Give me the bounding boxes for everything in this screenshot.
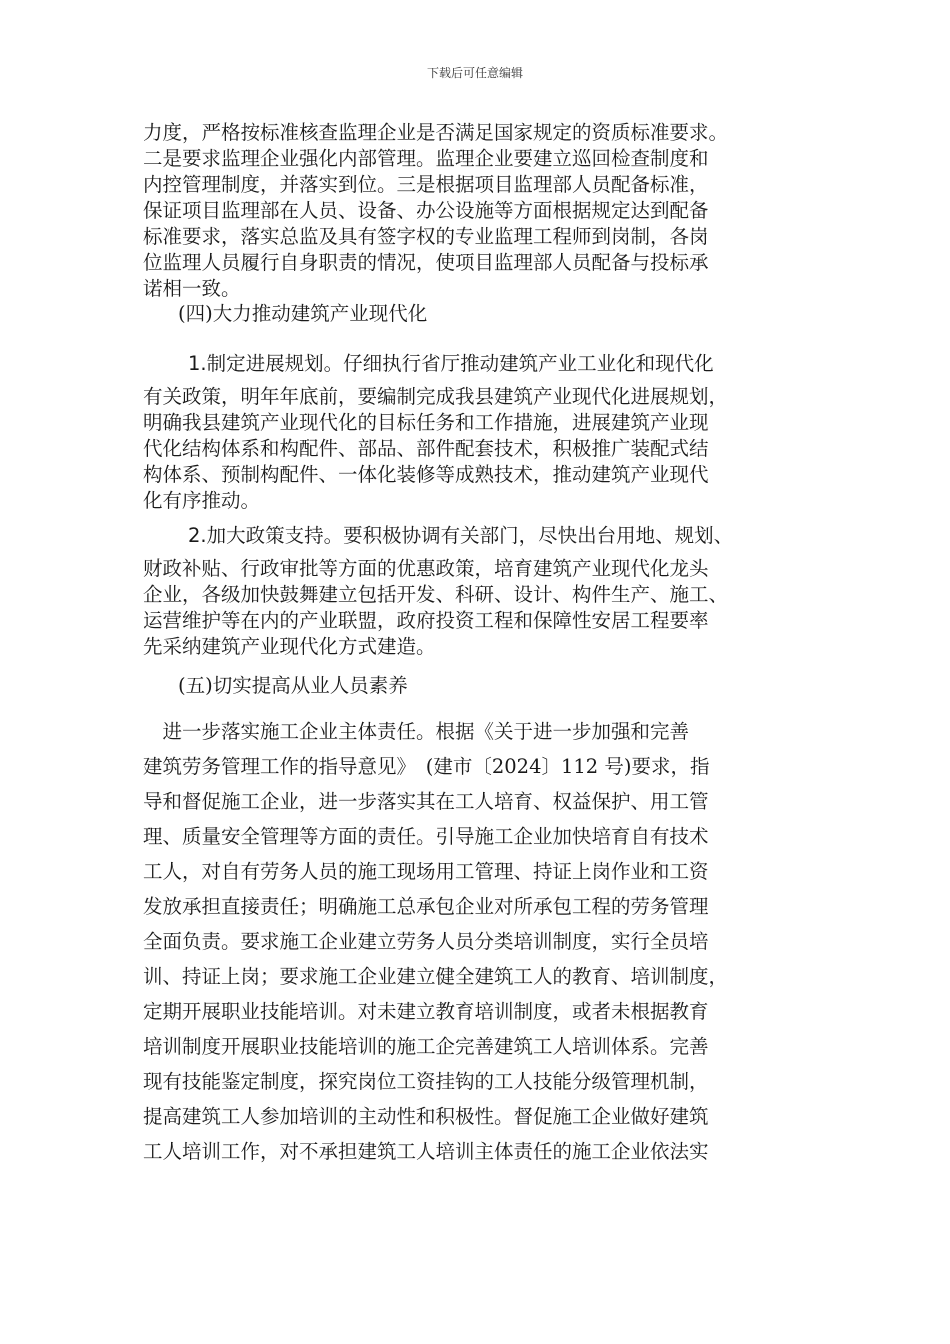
text-line: 提高建筑工人参加培训的主动性和积极性。督促施工企业做好建筑 bbox=[143, 1105, 709, 1128]
text-line: 运营维护等在内的产业联盟，政府投资工程和保障性安居工程要率 bbox=[143, 609, 709, 632]
text-line: 理、质量安全管理等方面的责任。引导施工企业加快培育自有技术 bbox=[143, 825, 709, 848]
text-line: 位监理人员履行自身职责的情况，使项目监理部人员配备与投标承 bbox=[143, 251, 709, 274]
text-line: 定期开展职业技能培训。对未建立教育培训制度，或者未根据教育 bbox=[143, 1000, 709, 1023]
item-1-first-line bbox=[188, 348, 714, 376]
item-1-lead: 制定进展规划。仔细执行省厅推动建筑产业工业化和现代化 bbox=[206, 352, 714, 375]
text-line: 明确我县建筑产业现代化的目标任务和工作措施，进展建筑产业现 bbox=[143, 411, 709, 434]
text-line: 力度，严格按标准核查监理企业是否满足国家规定的资质标准要求。 bbox=[143, 121, 729, 144]
text-line: 内控管理制度，并落实到位。三是根据项目监理部人员配备标准， bbox=[143, 173, 709, 196]
text-line: 训、持证上岗；要求施工企业建立健全建筑工人的教育、培训制度， bbox=[143, 965, 729, 988]
section-heading-4: (四)大力推动建筑产业现代化 bbox=[178, 302, 428, 325]
text-line: 化有序推动。 bbox=[143, 489, 261, 512]
item-2-body bbox=[143, 556, 833, 660]
section-heading-5: (五)切实提高从业人员素养 bbox=[178, 674, 408, 697]
text-line: 标准要求，落实总监及具有签字权的专业监理工程师到岗制，各岗 bbox=[143, 225, 709, 248]
item-1-number: 1. bbox=[188, 352, 207, 375]
page-header-note: 下载后可任意编辑 bbox=[426, 66, 523, 80]
text-line: 建筑劳务管理工作的指导意见》 (建市〔2024〕112 号)要求，指 bbox=[143, 755, 710, 778]
text-line: 二是要求监理企业强化内部管理。监理企业要建立巡回检查制度和 bbox=[143, 147, 709, 170]
text-line: 构体系、预制构配件、一体化装修等成熟技术，推动建筑产业现代 bbox=[143, 463, 709, 486]
text-line: 全面负责。要求施工企业建立劳务人员分类培训制度，实行全员培 bbox=[143, 930, 709, 953]
text-line: 诺相一致。 bbox=[143, 277, 241, 300]
text-line: 现有技能鉴定制度，探究岗位工资挂钩的工人技能分级管理机制， bbox=[143, 1070, 709, 1093]
paragraph-supervision bbox=[143, 120, 833, 302]
text-line: 培训制度开展职业技能培训的施工企完善建筑工人培训体系。完善 bbox=[143, 1035, 709, 1058]
paragraph-workforce bbox=[143, 714, 833, 1169]
text-line: 代化结构体系和构配件、部品、部件配套技术，积极推广装配式结 bbox=[143, 437, 709, 460]
text-line: 保证项目监理部在人员、设备、办公设施等方面根据规定达到配备 bbox=[143, 199, 709, 222]
item-2-lead: 加大政策支持。要积极协调有关部门，尽快出台用地、规划、 bbox=[206, 524, 734, 547]
text-line: 先采纳建筑产业现代化方式建造。 bbox=[143, 635, 436, 658]
text-line: 企业，各级加快鼓舞建立包括开发、科研、设计、构件生产、施工、 bbox=[143, 583, 729, 606]
text-line: 工人培训工作，对不承担建筑工人培训主体责任的施工企业依法实 bbox=[143, 1140, 709, 1163]
text-line: 有关政策，明年年底前，要编制完成我县建筑产业现代化进展规划， bbox=[143, 385, 729, 408]
item-2-number: 2. bbox=[188, 524, 207, 547]
item-1-body bbox=[143, 384, 833, 514]
text-line: 财政补贴、行政审批等方面的优惠政策，培育建筑产业现代化龙头 bbox=[143, 557, 709, 580]
text-line: 进一步落实施工企业主体责任。根据《关于进一步加强和完善 bbox=[143, 720, 690, 743]
text-line: 发放承担直接责任；明确施工总承包企业对所承包工程的劳务管理 bbox=[143, 895, 709, 918]
text-line: 工人，对自有劳务人员的施工现场用工管理、持证上岗作业和工资 bbox=[143, 860, 709, 883]
item-2-first-line bbox=[188, 520, 733, 548]
text-line: 导和督促施工企业，进一步落实其在工人培育、权益保护、用工管 bbox=[143, 790, 709, 813]
